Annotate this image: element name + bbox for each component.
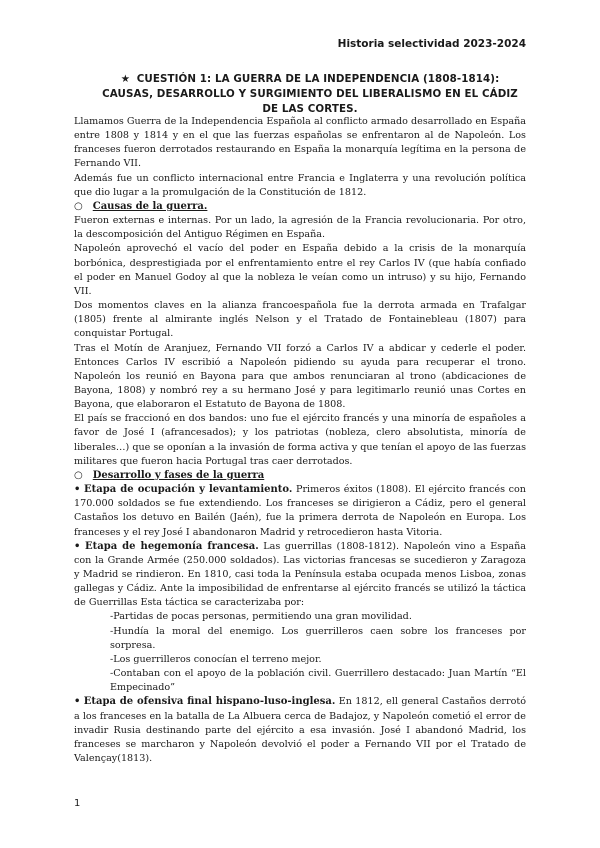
title-text: CUESTIÓN 1: LA GUERRA DE LA INDEPENDENCIA (1808-1814): CAUSAS, DESARROLLO Y SURGIMIENTO DEL LIBERALISMO EN EL CÁDIZ DE LAS CORTES. <box>102 73 518 115</box>
section-title: Causas de la guerra. <box>92 200 208 212</box>
stage-paragraph <box>74 695 526 766</box>
list-item: -Hundía la moral del enemigo. Los guerrilleros caen sobre los franceses por sorpresa. <box>110 625 526 651</box>
bullet-icon: • <box>74 696 81 708</box>
document-body <box>74 115 526 766</box>
paragraph: Fueron externas e internas. Por un lado, la agresión de la Francia revolucionaria. Por otro, la descomposición del Antiguo Régimen en España. <box>74 215 526 241</box>
star-icon: ★ <box>120 73 131 85</box>
stage-text: Las guerrillas (1808-1812). Napoleón vino a España con la Grande Armée (250.000 soldados). Las victorias francesas se sucedieron y Zaragoza y Madrid se rindieron. En 1810, casi toda la Península estaba ocupada menos Lisboa, zonas gallegas y Cádiz. Ante la imposibilidad de enfrentarse al ejército francés se utilizó la táctica de Guerrillas Esta táctica se caracterizaba por: <box>74 540 526 609</box>
stage-text: En 1812, ell general Castaños derrotó a los franceses en la batalla de La Albuera cerca de Badajoz, y Napoleón cometió el error de invadir Rusia destinando parte del ejército a esa invasión. José I abandonó Madrid, los franceses se marcharon y Napoleón devolvió el poder a Fernando VII por el Tratado de Valençay(1813). <box>74 696 526 765</box>
circle-bullet-icon: ○ <box>74 200 83 212</box>
stage-title: Etapa de ofensiva final hispano-luso-inglesa. <box>83 696 336 708</box>
list-item: -Contaban con el apoyo de la población civil. Guerrillero destacado: Juan Martín “El Empecinado” <box>110 668 526 694</box>
bullet-icon: • <box>74 540 81 552</box>
section-title: Desarrollo y fases de la guerra <box>92 469 265 481</box>
intro-paragraph: Llamamos Guerra de la Independencia Española al conflicto armado desarrollado en España entre 1808 y 1814 y en el que las fuerzas españolas se enfrentaron al de Napoleón. Los franceses fueron derrotados restaurando en España la monarquía legítima en la persona de Fernando VII. <box>74 116 526 170</box>
circle-bullet-icon: ○ <box>74 469 83 481</box>
list-item: -Los guerrilleros conocían el terreno mejor. <box>110 653 322 665</box>
stage-title: Etapa de hegemonía francesa. <box>84 540 259 552</box>
page-header: Historia selectividad 2023-2024 <box>337 38 526 50</box>
paragraph: El país se fraccionó en dos bandos: uno fue el ejército francés y una minoría de españoles a favor de José I (afrancesados); y los patriotas (nobleza, clero absolutista, minoría de liberales…) que se oponían a la invasión de forma activa y que tenían el apoyo de las fuerzas militares que fueron hacia Portugal tras caer derrotados. <box>74 413 526 467</box>
guerrilla-list <box>110 610 526 695</box>
stage-paragraph <box>74 483 526 540</box>
stage-text: Primeros éxitos (1808). El ejército francés con 170.000 soldados se fue extendiendo. Los franceses se dirigieron a Cádiz, pero el general Castaños los detuvo en Bailén (Jaén), fue la primera derrota de Napoleón en Europa. Los franceses y el rey José I abandonaron Madrid y retrocedieron hasta Vitoria. <box>74 484 526 538</box>
paragraph: Napoleón aprovechó el vacío del poder en España debido a la crisis de la monarquía borbónica, desprestigiada por el enfrentamiento entre el rey Carlos IV (que había confiado el poder en Manuel Godoy al que la nobleza le veían como un intruso) y su hijo, Fernando VII. <box>74 243 526 297</box>
page-number: 1 <box>74 798 81 809</box>
list-item: -Partidas de pocas personas, permitiendo una gran movilidad. <box>110 611 412 623</box>
document-title <box>100 72 520 117</box>
paragraph: Dos momentos claves en la alianza francoespañola fue la derrota armada en Trafalgar (1805) frente al almirante inglés Nelson y el Tratado de Fontainebleau (1807) para conquistar Portugal. <box>74 300 526 340</box>
stage-title: Etapa de ocupación y levantamiento. <box>84 484 293 496</box>
section-heading-desarrollo <box>74 469 526 483</box>
section-heading-causas <box>74 200 526 214</box>
stage-paragraph <box>74 540 526 611</box>
bullet-icon: • <box>74 484 81 496</box>
paragraph: Tras el Motín de Aranjuez, Fernando VII forzó a Carlos IV a abdicar y cederle el poder. Entonces Carlos IV escribió a Napoleón pidiendo su ayuda para recuperar el trono. Napoleón los reunió en Bayona para que ambos renunciaran al trono (abdicaciones de Bayona, 1808) y nombró rey a su hermano José y para legitimarlo reunió unas Cortes en Bayona, que elaboraron el Estatuto de Bayona de 1808. <box>74 342 526 411</box>
intro-paragraph: Además fue un conflicto internacional entre Francia e Inglaterra y una revolución política que dio lugar a la promulgación de la Constitución de 1812. <box>74 172 526 198</box>
